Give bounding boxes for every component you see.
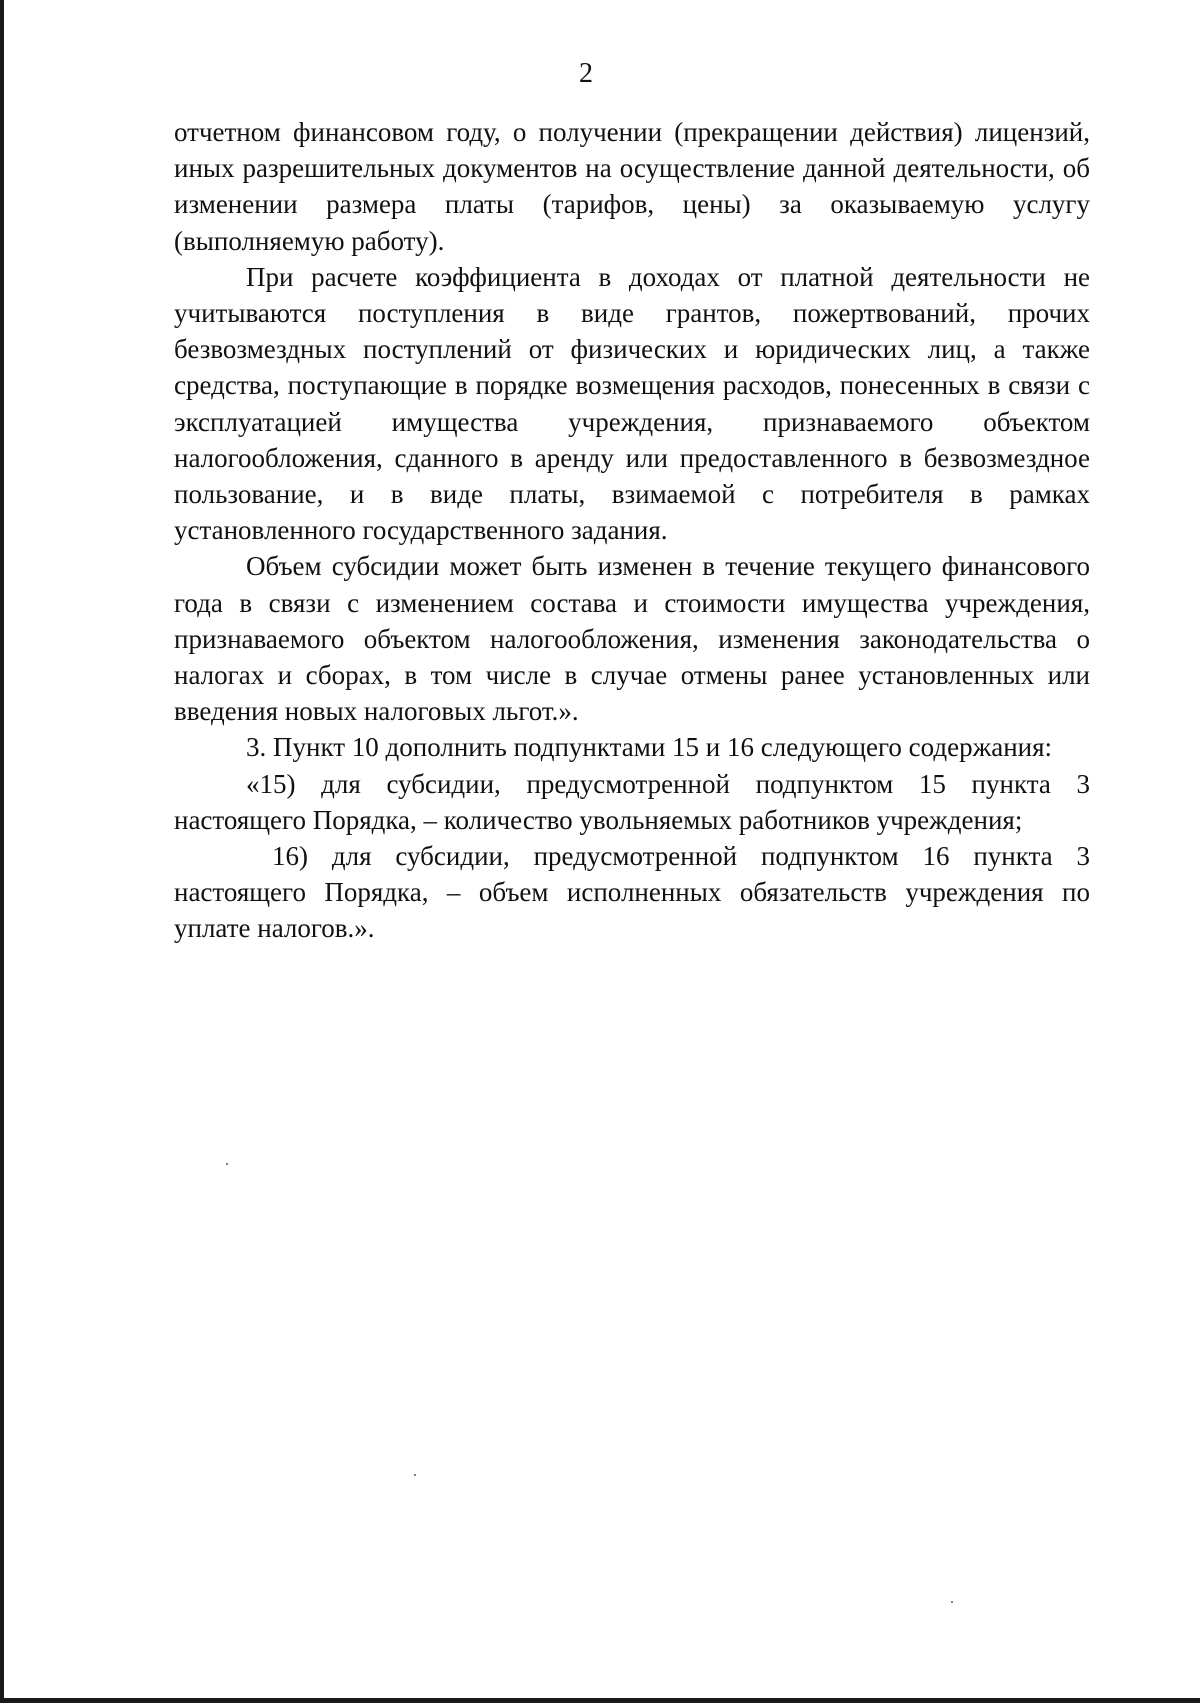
- page-frame-left-edge: [0, 0, 4, 1703]
- page-frame-bottom-edge: [0, 1698, 1200, 1703]
- scan-speck: [226, 1163, 228, 1165]
- paragraph-continuation: отчетном финансовом году, о получении (прекращении действия) лицензий, иных разрешительных документов на осуществление данной деятельности, об изменении размера платы (тарифов, цены) за оказываемую услугу (выполняемую работу).: [174, 117, 1090, 256]
- paragraph-subitem-15: «15) для субсидии, предусмотренной подпунктом 15 пункта 3 настоящего Порядка, – количество увольняемых работников учреждения;: [174, 768, 1090, 835]
- paragraph-subitem-16: 16) для субсидии, предусмотренной подпунктом 16 пункта 3 настоящего Порядка, – объем исполненных обязательств учреждения по уплате налогов.».: [174, 841, 1090, 944]
- document-body: [174, 114, 1090, 947]
- page-number: 2: [579, 58, 593, 89]
- scan-speck: [951, 1601, 953, 1603]
- paragraph-coefficient-calculation: При расчете коэффициента в доходах от платной деятельности не учитываются поступления в виде грантов, пожертвований, прочих безвозмездных поступлений от физических и юридических лиц, а также средства, поступающие в порядке возмещения расходов, понесенных в связи с эксплуатацией имущества учреждения, признаваемого объектом налогообложения, сданного в аренду или предоставленного в безвозмездное пользование, и в виде платы, взимаемой с потребителя в рамках установленного государственного задания.: [174, 261, 1090, 546]
- scan-speck: [414, 1474, 416, 1476]
- paragraph-subsidy-volume: Объем субсидии может быть изменен в течение текущего финансового года в связи с изменением состава и стоимости имущества учреждения, признаваемого объектом налогообложения, изменения законодательства о налогах и сборах, в том числе в случае отмены ранее установленных или введения новых налоговых льгот.».: [174, 551, 1090, 727]
- paragraph-item-3: 3. Пункт 10 дополнить подпунктами 15 и 16 следующего содержания:: [246, 732, 1053, 763]
